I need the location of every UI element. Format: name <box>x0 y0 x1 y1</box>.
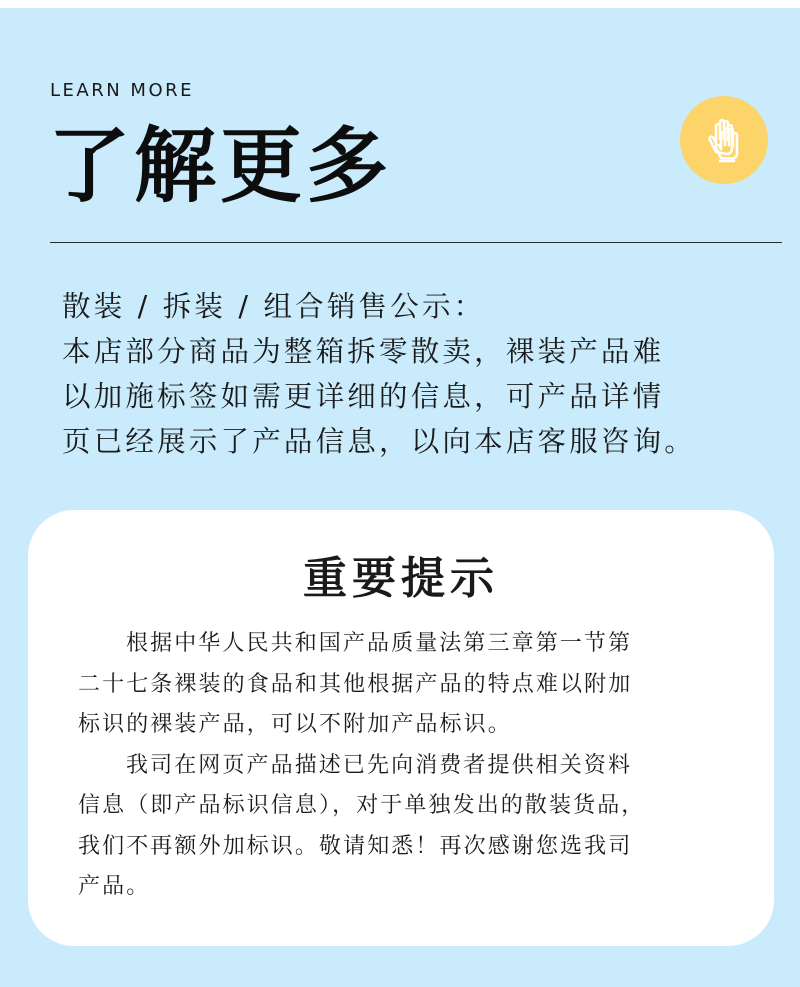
card-paragraph-line: 我司在网页产品描述已先向消费者提供相关资料 <box>126 752 633 778</box>
card-paragraph-line: 标识的裸装产品，可以不附加产品标识。 <box>78 712 512 737</box>
card-paragraph-line: 根据中华人民共和国产品质量法第三章第一节第 <box>126 631 633 656</box>
card-paragraph-line: 产品。 <box>78 874 151 899</box>
card-body <box>78 624 738 908</box>
gloves-icon <box>696 112 752 168</box>
card-paragraph-line: 二十七条裸装的食品和其他根据产品的特点难以附加 <box>78 671 633 697</box>
eyebrow-label: LEARN MORE <box>50 80 194 101</box>
header-divider <box>50 242 782 243</box>
notice-line: 本店部分商品为整箱拆零散卖，裸装产品难 <box>62 335 665 368</box>
notice-line: 以加施标签如需更详细的信息，可产品详情 <box>62 380 665 413</box>
card-title: 重要提示 <box>303 553 499 604</box>
card-paragraph-line: 我们不再额外加标识。敬请知悉！再次感谢您选我司 <box>78 833 633 859</box>
gloves-badge <box>680 96 768 184</box>
sales-notice <box>62 284 762 464</box>
notice-line: 页已经展示了产品信息，以向本店客服咨询。 <box>62 425 697 458</box>
card-paragraph-line: 信息（即产品标识信息），对于单独发出的散装货品， <box>78 793 646 818</box>
page-title: 了解更多 <box>48 119 393 214</box>
important-notice-card <box>28 510 774 946</box>
notice-heading: 散装 / 拆装 / 组合销售公示： <box>62 290 486 323</box>
